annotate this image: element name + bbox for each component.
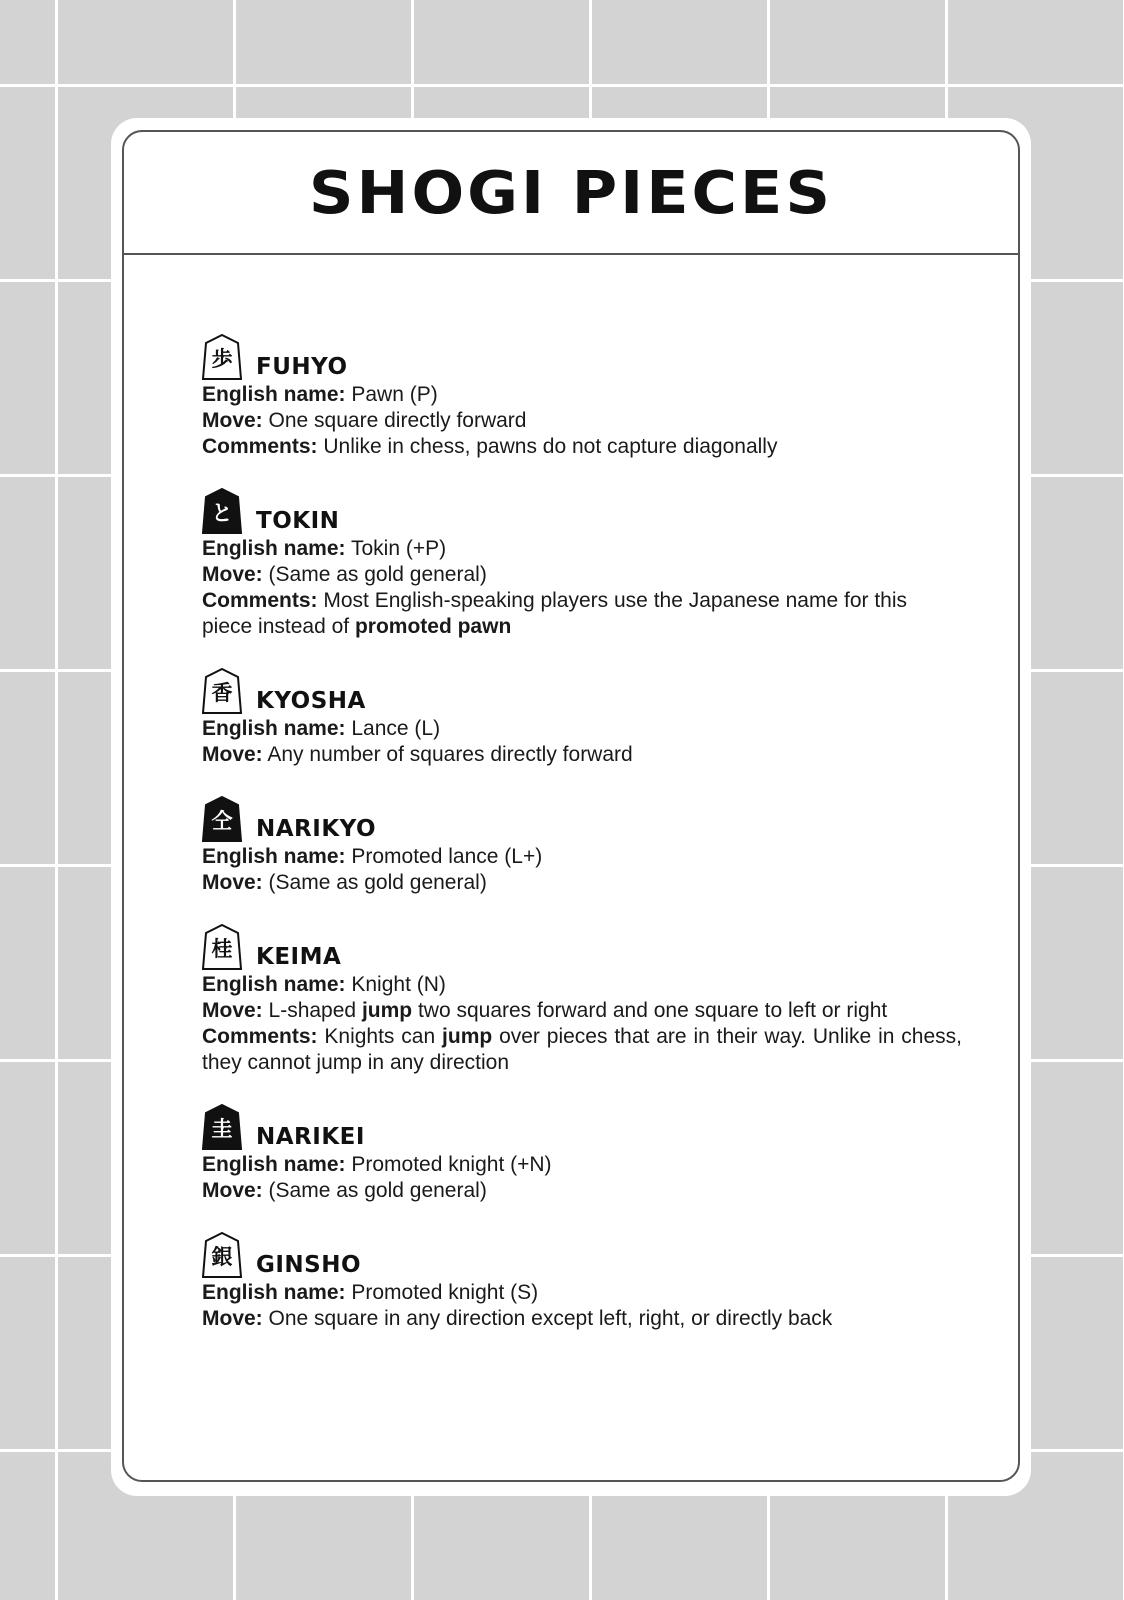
shogi-piece-icon (202, 488, 242, 534)
move-line (202, 408, 962, 434)
shogi-piece-icon (202, 924, 242, 970)
piece-name: TOKIN (256, 508, 340, 534)
comments-value: Knights can (324, 1025, 443, 1048)
english-name-value: Promoted knight (S) (351, 1281, 539, 1304)
shogi-piece-icon (202, 334, 242, 380)
english-name-value: Pawn (P) (351, 383, 438, 406)
piece-list (202, 330, 962, 1356)
english-name-label: English name: (202, 973, 346, 996)
piece-kanji: と (211, 500, 233, 525)
comments-emphasis: promoted pawn (354, 615, 512, 638)
move-value: Any number of squares directly forward (267, 743, 633, 766)
comments-line (202, 434, 962, 460)
comments-value-rest: over pieces that are in their way. Unlike in chess, they cannot jump in any direction (202, 1025, 962, 1074)
shogi-piece-icon (202, 796, 242, 842)
comments-label: Comments: (202, 1025, 318, 1048)
piece-header (202, 792, 962, 842)
move-label: Move: (202, 999, 263, 1022)
piece-entry-narikyo (202, 792, 962, 896)
move-line (202, 562, 962, 588)
move-value: (Same as gold general) (268, 871, 487, 894)
english-name-line (202, 1152, 962, 1178)
comments-line (202, 588, 962, 640)
comments-value: Unlike in chess, pawns do not capture diagonally (323, 435, 778, 458)
english-name-label: English name: (202, 537, 346, 560)
english-name-label: English name: (202, 383, 346, 406)
english-name-line (202, 844, 962, 870)
move-line (202, 1306, 962, 1332)
move-value: (Same as gold general) (268, 563, 487, 586)
english-name-line (202, 536, 962, 562)
move-emphasis: jump (361, 999, 413, 1022)
move-line (202, 870, 962, 896)
piece-entry-fuhyo (202, 330, 962, 460)
move-value: (Same as gold general) (268, 1179, 487, 1202)
piece-header (202, 1100, 962, 1150)
move-value-rest: two squares forward and one square to left or right (412, 999, 888, 1022)
move-label: Move: (202, 563, 263, 586)
piece-kanji: 仝 (211, 808, 233, 833)
english-name-value: Promoted knight (+N) (351, 1153, 552, 1176)
piece-kanji: 香 (211, 680, 233, 705)
move-value: L-shaped (268, 999, 362, 1022)
move-line (202, 742, 962, 768)
move-label: Move: (202, 1179, 263, 1202)
comments-label: Comments: (202, 589, 318, 612)
piece-kanji: 桂 (211, 936, 233, 961)
piece-name: NARIKEI (256, 1124, 365, 1150)
piece-kanji: 圭 (211, 1116, 233, 1141)
english-name-value: Knight (N) (351, 973, 446, 996)
english-name-label: English name: (202, 1281, 346, 1304)
english-name-label: English name: (202, 717, 346, 740)
shogi-piece-icon (202, 668, 242, 714)
piece-header (202, 920, 962, 970)
piece-kanji: 歩 (211, 346, 233, 371)
move-label: Move: (202, 1307, 263, 1330)
comments-label: Comments: (202, 435, 318, 458)
move-line (202, 998, 962, 1024)
english-name-line (202, 1280, 962, 1306)
shogi-piece-icon (202, 1104, 242, 1150)
english-name-label: English name: (202, 1153, 346, 1176)
english-name-line (202, 716, 962, 742)
comments-value: Most English-speaking players use the Japanese name for this piece instead of (202, 589, 908, 638)
piece-entry-narikei (202, 1100, 962, 1204)
piece-entry-keima (202, 920, 962, 1076)
comments-line (202, 1024, 962, 1076)
piece-name: GINSHO (256, 1252, 362, 1278)
piece-header (202, 664, 962, 714)
piece-header (202, 1228, 962, 1278)
move-label: Move: (202, 743, 263, 766)
piece-name: KEIMA (256, 944, 342, 970)
move-value: One square in any direction except left, right, or directly back (268, 1307, 833, 1330)
piece-name: KYOSHA (256, 688, 366, 714)
move-line (202, 1178, 962, 1204)
piece-header (202, 330, 962, 380)
comments-emphasis: jump (442, 1025, 493, 1048)
shogi-pieces-card (122, 130, 1020, 1482)
piece-header (202, 484, 962, 534)
english-name-label: English name: (202, 845, 346, 868)
piece-entry-tokin (202, 484, 962, 640)
english-name-value: Promoted lance (L+) (351, 845, 543, 868)
move-label: Move: (202, 409, 263, 432)
english-name-value: Tokin (+P) (351, 537, 447, 560)
move-label: Move: (202, 871, 263, 894)
title-area (124, 132, 1018, 255)
move-value: One square directly forward (268, 409, 527, 432)
shogi-piece-icon (202, 1232, 242, 1278)
piece-kanji: 銀 (211, 1244, 233, 1269)
page-title: SHOGI PIECES (308, 157, 834, 228)
english-name-line (202, 382, 962, 408)
piece-entry-ginsho (202, 1228, 962, 1332)
piece-entry-kyosha (202, 664, 962, 768)
english-name-line (202, 972, 962, 998)
english-name-value: Lance (L) (351, 717, 441, 740)
piece-name: FUHYO (256, 354, 348, 380)
piece-name: NARIKYO (256, 816, 377, 842)
